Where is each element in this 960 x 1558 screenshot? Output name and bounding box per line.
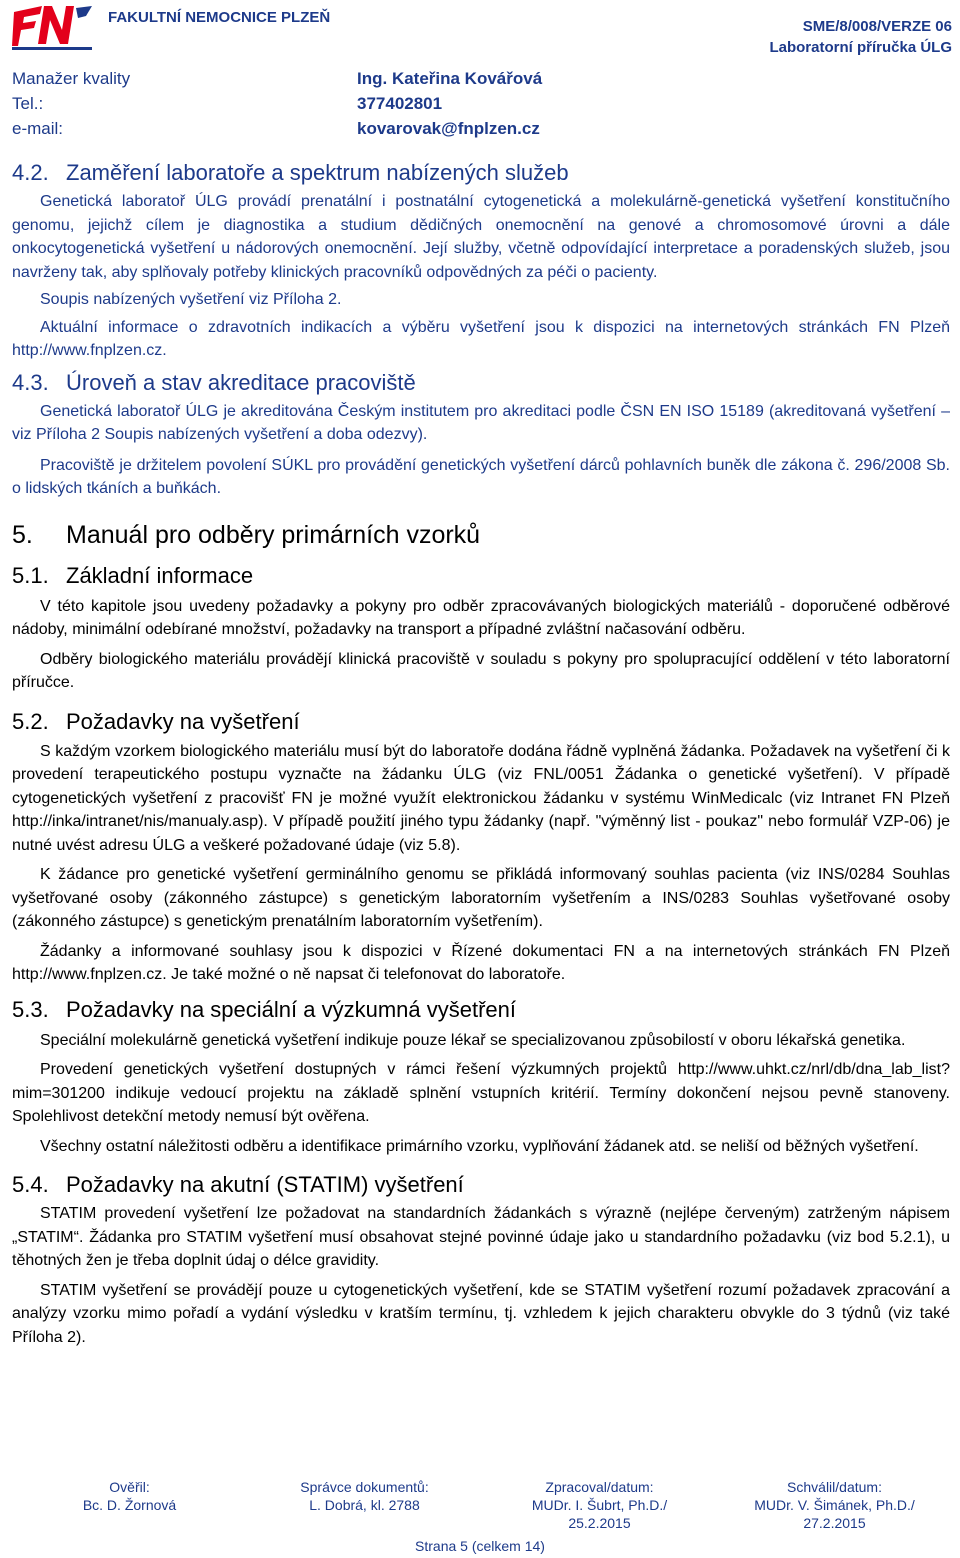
contact-block <box>12 66 542 141</box>
section-5-2 <box>12 707 950 987</box>
paragraph: Všechny ostatní náležitosti odběru a identifikace primárního vzorku, vyplňování žádanek atd. se neliší od běžných vyšetření. <box>40 1137 919 1155</box>
paragraph: V této kapitole jsou uvedeny požadavky a pokyny pro odběr zpracovávaných biologických materiálů - doporučené odběrové nádoby, minimální odebírané množství, požadavky na transport a případné zvláštní načasování odběru. <box>12 597 950 638</box>
fn-logo <box>12 4 94 50</box>
doc-code: SME/8/008/VERZE 06 <box>802 18 952 35</box>
footer-approved: Schválil/datum: MUDr. V. Šimánek, Ph.D./ 27.2.2015 <box>754 1479 915 1531</box>
paragraph: STATIM provedení vyšetření lze požadovat na standardních žádankách s výrazně (nejlépe červeným) zatrženým nápisem „STATIM“. Žádanka pro STATIM vyšetření musí obsahovat stejné povinné údaje jako u standardního požadavku (viz bod 5.2.1), u těhotných žen je třeba doplnit údaj o délce gravidity. <box>12 1205 950 1269</box>
section-5-1 <box>12 561 950 695</box>
chapter-heading: 5. Manuál pro odběry primárních vzorků <box>12 520 481 549</box>
email-value[interactable]: kovarovak@fnplzen.cz <box>357 119 540 138</box>
section-heading: 4.2. Zaměření laboratoře a spektrum nabízených služeb <box>12 160 569 185</box>
main-content <box>12 158 950 1349</box>
email-label: e-mail: <box>12 119 64 138</box>
role-value: Ing. Kateřina Kovářová <box>357 69 543 88</box>
tel-value: 377402801 <box>357 94 443 113</box>
paragraph: Speciální molekulárně genetická vyšetření indikuje pouze lékař se specializovanou způsobilostí v oboru lékařská genetika. <box>40 1031 906 1049</box>
document-id <box>769 16 952 58</box>
section-heading: 5.3. Požadavky na speciální a výzkumná vyšetření <box>12 996 517 1022</box>
paragraph: Soupis nabízených vyšetření viz Příloha 2. <box>40 291 342 308</box>
paragraph: Provedení genetických vyšetření dostupných v rámci řešení výzkumných projektů http://www.uhkt.cz/nrl/db/dna_lab_list?mim=301200 indikuje vedoucí projektu na základě splnění vstupních kritérií. Termíny dokončení nejsou pevně stanoveny. Spolehlivost detekční metody nemusí být ověřena. <box>12 1061 950 1125</box>
paragraph: Odběry biologického materiálu provádějí klinická pracoviště v souladu s pokyny pro spolupracující oddělení v této laboratorní příručce. <box>12 650 950 691</box>
section-heading: 4.3. Úroveň a stav akreditace pracoviště <box>12 369 416 395</box>
section-4-2 <box>12 158 950 363</box>
footer-doc-manager: Správce dokumentů: L. Dobrá, kl. 2788 <box>300 1479 429 1513</box>
role-label: Manažer kvality <box>12 69 131 88</box>
section-heading: 5.1. Základní informace <box>12 562 254 588</box>
paragraph: Pracoviště je držitelem povolení SÚKL pro provádění genetických vyšetření dárců pohlavních buněk dle zákona č. 296/2008 Sb. o lidských tkáních a buňkách. <box>12 456 950 497</box>
paragraph: STATIM vyšetření se provádějí pouze u cytogenetických vyšetření, kde se STATIM vyšetření rozumí požadavek zpracování a analýzy vzorku mimo pořadí a vydání výsledku v kratším termínu, tj. vzhledem k jejich charakteru obvykle do 3 týdnů (viz také Příloha 2). <box>12 1281 950 1346</box>
svg-text:FN <box>53 33 54 34</box>
paragraph: K žádance pro genetické vyšetření germinálního genomu se přikládá informovaný souhlas pacienta (viz INS/0284 Souhlas vyšetřované osoby (zákonného zástupce) s genetickým laboratorním vyšetřením a INS/0283 Souhlas vyšetřované osoby (zákonného zástupce) s genetickým prenatálním laboratorním vyšetřením). <box>12 866 950 930</box>
section-5 <box>12 519 950 551</box>
paragraph: Genetická laboratoř ÚLG je akreditována Českým institutem pro akreditaci podle ČSN EN ISO 15189 (akreditovaná vyšetření – viz Příloha 2 Soupis nabízených vyšetření a doba odezvy). <box>12 402 950 443</box>
paragraph: Genetická laboratoř ÚLG provádí prenatální i postnatální cytogenetická a molekulárně-genetická vyšetření konstitučního genomu, jejichž cílem je diagnostika a studium dědičných onemocnění na genové a chromosomové úrovni a dále onkocytogenetická vyšetření u nádorových onemocnění. Její služby, včetně odpovídající interpretace a poradenských služeb, jsou navrženy tak, aby splňovaly potřeby klinických pracovníků odpovědných za péči o pacienty. <box>12 193 950 281</box>
section-5-4 <box>12 1170 950 1349</box>
paragraph: S každým vzorkem biologického materiálu musí být do laboratoře dodána řádně vyplněná žádanka. Požadavek na vyšetření či k provedení terapeutického postupu vyznačte na žádanku ÚLG (viz FNL/0051 Žádanka o genetické vyšetření). V případě cytogenetických vyšetření z pracovišť FN je možné využít elektronickou žádanku v systému WinMedicalc (viz Intranet FN Plzeň http://inka/intranet/nis/manualy.asp). V případě použití jiného typu žádanky (např. "výměnný list - poukaz" nebo formulář VZP-06) je nutné uvést adresu ÚLG a veškeré požadované údaje (viz 5.8). <box>12 742 950 854</box>
footer-prepared: Zpracoval/datum: MUDr. I. Šubrt, Ph.D./ 25.2.2015 <box>531 1479 668 1531</box>
paragraph: Žádanky a informované souhlasy jsou k dispozici v Řízené dokumentaci FN a na internetových stránkách FN Plzeň http://www.fnplzen.cz. Je také možné o ně napsat či telefonovat do laboratoře. <box>12 942 950 983</box>
footer-verified: Ověřil: Bc. D. Žornová <box>82 1479 177 1513</box>
tel-label: Tel.: <box>12 94 44 113</box>
section-4-3 <box>12 368 950 501</box>
page-header <box>12 4 952 56</box>
paragraph: Aktuální informace o zdravotních indikacích a výběru vyšetření jsou k dispozici na internetových stránkách FN Plzeň http://www.fnplzen.cz. <box>12 318 950 359</box>
page-number: Strana 5 (celkem 14) <box>415 1538 545 1554</box>
section-heading: 5.2. Požadavky na vyšetření <box>12 708 300 734</box>
doc-title: Laboratorní příručka ÚLG <box>769 39 952 56</box>
org-name: FAKULTNÍ NEMOCNICE PLZEŇ <box>108 9 331 26</box>
approval-footer <box>12 1478 952 1532</box>
section-5-3 <box>12 995 950 1159</box>
section-heading: 5.4. Požadavky na akutní (STATIM) vyšetření <box>12 1172 464 1197</box>
